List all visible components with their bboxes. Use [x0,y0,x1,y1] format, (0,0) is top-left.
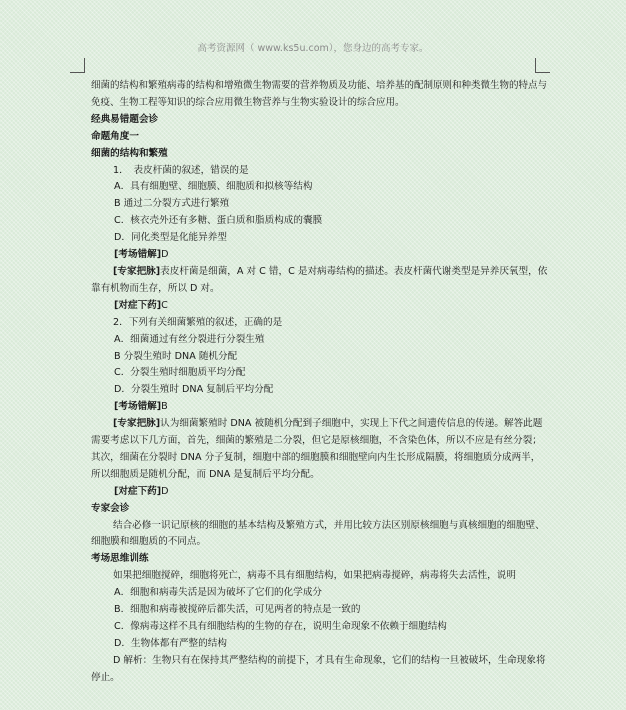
question-option: D．同化类型是化能异养型 [114,232,227,244]
fix-answer-value: C [161,299,168,311]
analysis-tag: [专家把脉] [113,418,161,430]
question-option: B 分裂生殖时 DNA 随机分配 [114,350,238,362]
question-option: B 通过二分裂方式进行繁殖 [114,198,230,210]
section-heading: 细菌的结构和繁殖 [91,147,168,159]
drill-option: D．生物体都有严整的结构 [114,637,227,649]
analysis-tag: [专家把脉] [113,265,161,277]
error-answer-line [91,399,549,416]
drill-option: A．细胞和病毒失活是因为破坏了它们的化学成分 [114,587,323,599]
question-option: C．核衣壳外还有多糖、蛋白质和脂质构成的囊膜 [114,215,323,227]
expert-heading: 专家会诊 [91,502,130,514]
fix-answer-line [91,298,549,315]
fix-answer-value: D [161,485,169,497]
expert-body: 结合必修一识记原核的细胞的基本结构及繁殖方式，并用比较方法区别原核细胞与真核细胞的细胞壁、细胞膜和细胞质的不同点。 [91,519,545,548]
analysis-text: 认为细菌繁殖时 DNA 被随机分配到子细胞中，实现上下代之间遗传信息的传递。解答此题需要考虑以下几方面，首先，细菌的繁殖是二分裂，但它是原核细胞，不含染色体，所以不应是有丝分裂；其次，细菌在分裂时 DNA 分子复制，细胞中部的细胞膜和细胞壁向内生长形成隔膜，将细胞质分成两半，所以细胞质是随机分配，而 DNA 是复制后平均分配。 [91,418,543,480]
error-answer-value: B [161,401,168,413]
drill-stem: 如果把细胞搅碎，细胞将死亡，病毒不具有细胞结构，如果把病毒搅碎，病毒将失去活性，说明 [113,570,516,582]
error-answer-tag: [考场错解] [114,401,162,413]
analysis-text: 表皮杆菌是细菌，A 对 C 错，C 是对病毒结构的描述。表皮杆菌代谢类型是异养厌氧型，依靠有机物而生存，所以 D 对。 [91,265,548,294]
intro-paragraph: 细菌的结构和繁殖病毒的结构和增殖微生物需要的营养物质及功能、培养基的配制原则和种类微生物的特点与免疫、生物工程等知识的综合应用微生物营养与生物实验设计的综合应用。 [91,80,548,108]
question-option: A．细菌通过有丝分裂进行分裂生殖 [114,333,265,345]
analysis-paragraph [91,416,549,484]
analysis-paragraph [91,264,549,298]
fix-answer-tag: [对症下药] [114,485,162,497]
error-answer-tag: [考场错解] [114,249,162,261]
section-heading: 经典易错题会诊 [91,113,159,125]
margin-corner-left [70,58,85,73]
error-answer-line [91,247,549,264]
question-option: D．分裂生殖时 DNA 复制后平均分配 [114,384,274,396]
margin-corner-right [535,58,550,73]
document-body [91,78,549,687]
page-header: 高考资源网（ www.ks5u.com），您身边的高考专家。 [197,43,429,54]
fix-answer-line [91,484,549,501]
error-answer-value: D [161,249,169,261]
drill-heading: 考场思维训练 [91,553,149,565]
question-option: A．具有细胞壁、细胞膜、细胞质和拟核等结构 [114,181,313,193]
drill-option: C．像病毒这样不具有细胞结构的生物的存在，说明生命现象不依赖于细胞结构 [114,621,447,632]
section-heading: 命题角度一 [91,130,139,142]
question-stem: 2．下列有关细菌繁殖的叙述，正确的是 [113,316,283,328]
question-option: C．分裂生殖时细胞质平均分配 [114,367,246,379]
fix-answer-tag: [对症下药] [114,299,162,311]
question-stem: 1． 表皮杆菌的叙述，错误的是 [113,164,249,176]
drill-answer: D 解析：生物只有在保持其严整结构的前提下，才具有生命现象，它们的结构一旦被破坏，生命现象将停止。 [91,654,546,683]
drill-option: B．细胞和病毒被搅碎后都失活，可见两者的特点是一致的 [114,604,361,616]
